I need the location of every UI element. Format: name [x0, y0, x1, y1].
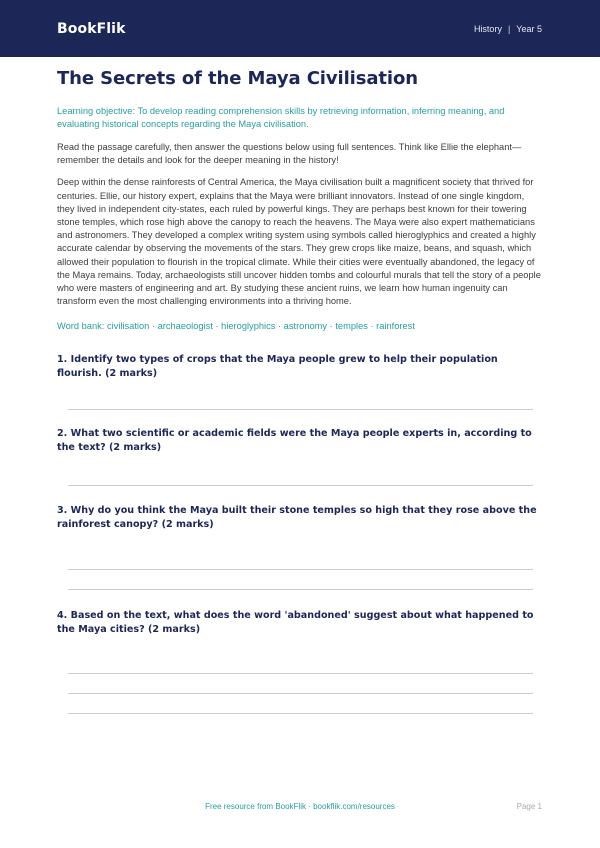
question-4 — [57, 609, 543, 714]
brand-logo: BookFlik — [57, 20, 126, 37]
header-bar — [0, 0, 600, 57]
answer-line[interactable] — [68, 693, 533, 694]
question-text: 2. What two scientific or academic fields were the Maya people experts in, according to the text? (2 marks) — [57, 428, 532, 454]
page-title: The Secrets of the Maya Civilisation — [57, 68, 418, 89]
subject-label: History — [473, 23, 502, 34]
answer-line[interactable] — [68, 485, 533, 486]
answer-line[interactable] — [68, 409, 533, 410]
worksheet-body — [57, 64, 543, 714]
question-3 — [57, 504, 543, 590]
page-footer — [0, 802, 600, 814]
page-number: Page 1 — [516, 802, 542, 811]
reading-passage: Deep within the dense rainforests of Central America, the Maya civilisation built a magnificent society that thrived for centuries. Ellie, our history expert, explains that the Maya were brilliant innovators. Instead of one single kingdom, they lived in independent city-states, each ruled by powerful kings. They are perhaps best known for their towering stone temples, which rose high above the canopy to reach the heavens. The Maya were also expert mathematicians and astronomers. They developed a complex writing system using symbols called hieroglyphics and created a highly accurate calendar by observing the movements of the stars. They grew crops like maize, beans, and squash, which allowed their population to flourish in the tropical climate. While their cities were eventually abandoned, the legacy of the Maya remains. Today, archaeologists still uncover hidden tombs and colourful murals that tell the story of a people who were masters of engineering and art. By studying these ancient ruins, we learn how human ingenuity can transform even the most challenging environments into a thriving home. — [57, 177, 541, 307]
year-label: Year 5 — [516, 23, 542, 34]
question-text: 4. Based on the text, what does the word 'abandoned' suggest about what happened to the Maya cities? (2 marks) — [57, 610, 534, 636]
question-1 — [57, 353, 543, 410]
answer-line[interactable] — [68, 569, 533, 570]
question-2 — [57, 427, 543, 486]
footer-credit: Free resource from BookFlik · bookflik.com/resources — [205, 802, 395, 811]
learning-objective: Learning objective: To develop reading comprehension skills by retrieving information, inferring meaning, and evaluating historical concepts regarding the Maya civilisation. — [57, 106, 505, 129]
word-bank: Word bank: civilisation · archaeologist · hieroglyphics · astronomy · temples · rainforest — [57, 321, 415, 332]
breadcrumb — [474, 24, 542, 34]
answer-line[interactable] — [68, 589, 533, 590]
answer-line[interactable] — [68, 673, 533, 674]
instructions: Read the passage carefully, then answer the questions below using full sentences. Think like Ellie the elephant—remember the details and look for the deeper meaning in the history! — [57, 142, 522, 166]
breadcrumb-separator: | — [507, 23, 511, 34]
answer-line[interactable] — [68, 713, 533, 714]
question-text: 1. Identify two types of crops that the Maya people grew to help their population flourish. (2 marks) — [57, 354, 498, 380]
question-text: 3. Why do you think the Maya built their stone temples so high that they rose above the rainforest canopy? (2 marks) — [57, 505, 537, 531]
